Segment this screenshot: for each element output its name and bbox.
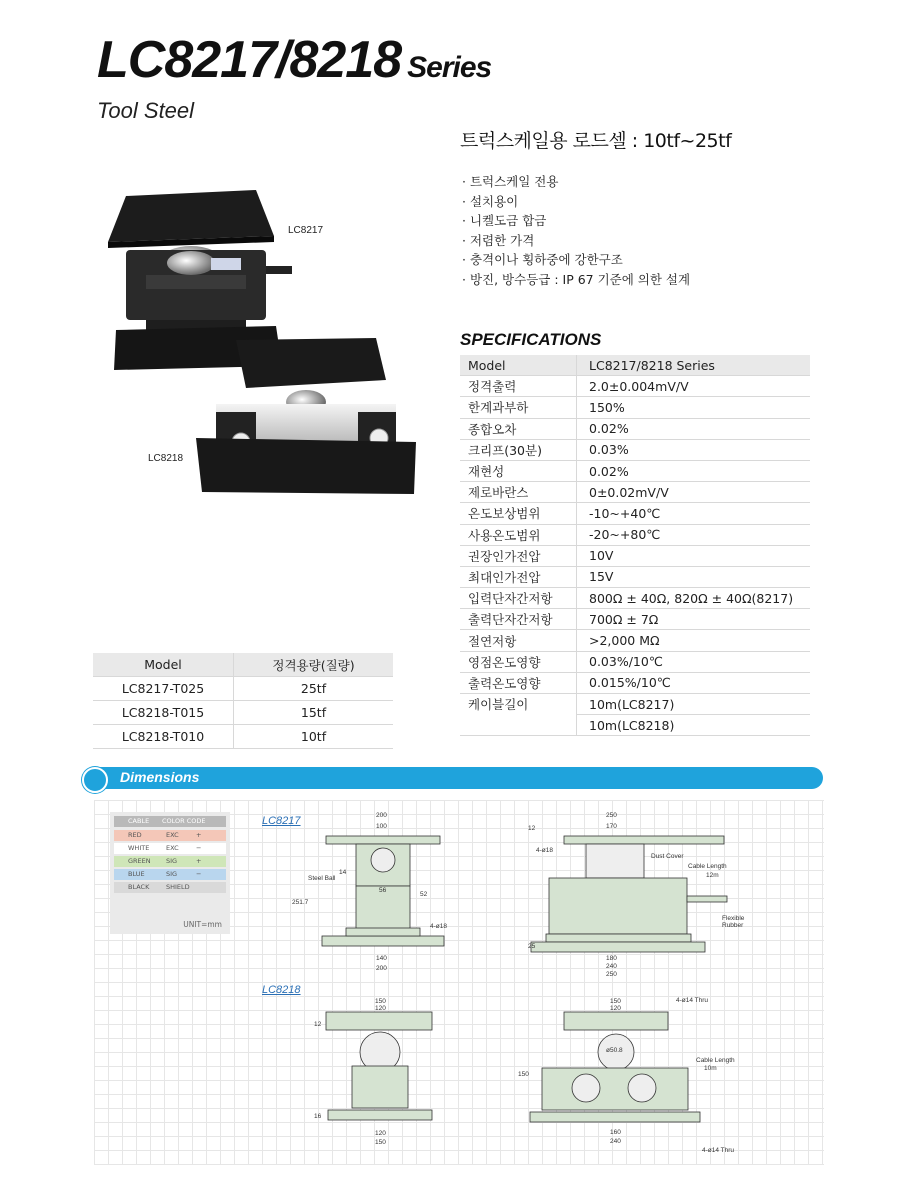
subtitle: Tool Steel: [97, 98, 195, 123]
spec-key: 절연저항: [460, 630, 577, 651]
cc-header-cable: CABLE: [128, 817, 150, 825]
feature-item: · 트럭스케일 전용: [462, 172, 690, 192]
dim-text: 120: [375, 1005, 386, 1012]
table-row: [460, 376, 810, 397]
dim-text: Cable Length: [696, 1057, 735, 1064]
table-row: [460, 418, 810, 439]
dim-text: 200: [376, 965, 387, 972]
dim-text: 200: [376, 812, 387, 819]
photo-label-lc8218: LC8218: [148, 453, 184, 464]
dim-text: Rubber: [722, 922, 744, 929]
spec-key: 출력온도영향: [460, 672, 577, 693]
spec-key: 출력단자간저항: [460, 609, 577, 630]
dim-text: 16: [314, 1113, 322, 1120]
lc8218-side-drawing: [530, 1012, 700, 1122]
dim-text: Steel Ball: [308, 875, 336, 882]
spec-value: 10V: [577, 545, 811, 566]
spec-value: 15V: [577, 566, 811, 587]
spec-key: 권장인가전압: [460, 545, 577, 566]
cc-color: GREEN: [128, 857, 151, 865]
table-row: [460, 355, 810, 376]
dim-text: 14: [339, 869, 347, 876]
table-row: [93, 653, 393, 677]
cc-color: RED: [128, 831, 142, 839]
cc-header-code: COLOR CODE: [162, 817, 206, 825]
model-cell: LC8217-T025: [93, 677, 234, 701]
spec-key: 케이블길이: [460, 694, 577, 715]
feature-item: · 저렴한 가격: [462, 231, 690, 251]
dimension-drawings: [94, 800, 824, 1165]
spec-key: [460, 715, 577, 736]
page-title: [97, 30, 491, 90]
model-cell: LC8218-T010: [93, 725, 234, 749]
dim-text: 12m: [706, 872, 719, 879]
cc-sign: +: [196, 857, 202, 865]
dim-text: 150: [375, 1139, 386, 1146]
dim-text: 4-ø18: [430, 923, 447, 930]
table-row: [460, 651, 810, 672]
spec-key: 제로바란스: [460, 482, 577, 503]
dim-text: Dust Cover: [651, 853, 684, 860]
spec-key: 한계과부하: [460, 397, 577, 418]
dim-text: 150: [610, 998, 621, 1005]
spec-value: 0.03%: [577, 439, 811, 460]
photo-label-lc8217: LC8217: [288, 225, 324, 236]
table-row: [460, 694, 810, 715]
table-row: [460, 672, 810, 693]
spec-value: 800Ω ± 40Ω, 820Ω ± 40Ω(8217): [577, 588, 811, 609]
dim-text: 4-ø14 Thru: [676, 997, 709, 1004]
table-row: [460, 524, 810, 545]
cc-code: SIG: [166, 870, 178, 878]
spec-value: 10m(LC8218): [577, 715, 811, 736]
spec-value: >2,000 MΩ: [577, 630, 811, 651]
table-row: [460, 439, 810, 460]
spec-value: 0±0.02mV/V: [577, 482, 811, 503]
capacity-cell: 10tf: [234, 725, 394, 749]
headline: 트럭스케일용 로드셀 : 10tf~25tf: [460, 130, 732, 152]
dim-text: 12: [314, 1021, 322, 1028]
lc8217-drawing-label: LC8217: [262, 815, 301, 827]
dim-text: 240: [606, 963, 617, 970]
table-row: [460, 609, 810, 630]
spec-value: 0.015%/10℃: [577, 672, 811, 693]
cc-sign: −: [196, 844, 202, 852]
table-row: [460, 503, 810, 524]
dim-text: 10m: [704, 1065, 717, 1072]
dim-text: 250: [606, 812, 617, 819]
dim-text: 160: [610, 1129, 621, 1136]
product-photo: [96, 180, 436, 520]
cc-code: SIG: [166, 857, 178, 865]
dim-text: 4-ø14 Thru: [702, 1147, 735, 1154]
spec-value: 0.02%: [577, 418, 811, 439]
lc8217-side-drawing: [531, 836, 727, 952]
spec-key: 영점온도영향: [460, 651, 577, 672]
dimensions-title: Dimensions: [120, 769, 200, 785]
feature-item: · 니켈도금 합금: [462, 211, 690, 231]
cc-color: WHITE: [128, 844, 150, 852]
specifications-title: SPECIFICATIONS: [460, 330, 602, 349]
dim-text: 251.7: [292, 899, 309, 906]
table-row: [93, 701, 393, 725]
dim-text: 150: [518, 1071, 529, 1078]
spec-value: 0.03%/10℃: [577, 651, 811, 672]
cc-color: BLUE: [128, 870, 145, 878]
dim-text: 170: [606, 823, 617, 830]
model-cell: LC8218-T015: [93, 701, 234, 725]
table-row: [460, 482, 810, 503]
spec-value: 0.02%: [577, 460, 811, 481]
table-row: [460, 566, 810, 587]
capacity-header: 정격용량(질량): [234, 653, 394, 677]
dim-text: 100: [376, 823, 387, 830]
dim-text: 25: [528, 943, 536, 950]
spec-key: 최대인가전압: [460, 566, 577, 587]
table-row: [460, 545, 810, 566]
spec-value: -10~+40℃: [577, 503, 811, 524]
feature-item: · 방진, 방수등급 : IP 67 기준에 의한 설계: [462, 270, 690, 290]
dim-text: 250: [606, 971, 617, 978]
dim-text: 240: [610, 1138, 621, 1145]
table-row: [460, 588, 810, 609]
spec-value: -20~+80℃: [577, 524, 811, 545]
table-row: [93, 677, 393, 701]
spec-value: 2.0±0.004mV/V: [577, 376, 811, 397]
dim-text: 140: [376, 955, 387, 962]
dim-text: 52: [420, 891, 428, 898]
dim-text: 150: [375, 998, 386, 1005]
feature-item: · 설치용이: [462, 192, 690, 212]
cc-color: BLACK: [128, 883, 150, 891]
table-row: [93, 725, 393, 749]
lc8218-front-drawing: [326, 1012, 432, 1120]
table-row: [460, 397, 810, 418]
cc-sign: +: [196, 831, 202, 839]
spec-value: 10m(LC8217): [577, 694, 811, 715]
cc-code: SHIELD: [166, 883, 190, 891]
title-main: LC8217/8218: [97, 31, 402, 89]
spec-value: LC8217/8218 Series: [577, 355, 811, 376]
spec-key: 입력단자간저항: [460, 588, 577, 609]
specifications-table: [460, 355, 810, 736]
spec-key: Model: [460, 355, 577, 376]
capacity-cell: 15tf: [234, 701, 394, 725]
dimensions-bullet-icon: [82, 767, 108, 793]
spec-key: 크리프(30분): [460, 439, 577, 460]
dim-text: 180: [606, 955, 617, 962]
spec-value: 150%: [577, 397, 811, 418]
lc8218-drawing-label: LC8218: [262, 984, 301, 996]
dim-text: 12: [528, 825, 536, 832]
dim-text: 120: [610, 1005, 621, 1012]
table-row: [460, 630, 810, 651]
spec-key: 온도보상범위: [460, 503, 577, 524]
spec-key: 재현성: [460, 460, 577, 481]
spec-key: 정격출력: [460, 376, 577, 397]
dim-text: Flexible: [722, 915, 745, 922]
title-series: Series: [407, 51, 492, 84]
spec-key: 사용온도범위: [460, 524, 577, 545]
model-table: [93, 653, 393, 749]
capacity-cell: 25tf: [234, 677, 394, 701]
cc-sign: −: [196, 870, 202, 878]
unit-label: UNIT=mm: [183, 920, 222, 929]
feature-list: [462, 172, 690, 289]
cc-code: EXC: [166, 831, 179, 839]
model-header: Model: [93, 653, 234, 677]
dim-text: Cable Length: [688, 863, 727, 870]
feature-item: · 충격이나 횡하중에 강한구조: [462, 250, 690, 270]
cc-code: EXC: [166, 844, 179, 852]
dim-text: 4-ø18: [536, 847, 553, 854]
dim-text: 56: [379, 887, 387, 894]
spec-value: 700Ω ± 7Ω: [577, 609, 811, 630]
dim-text: ø50.8: [606, 1047, 623, 1054]
table-row: [460, 715, 810, 736]
table-row: [460, 460, 810, 481]
spec-key: 종합오차: [460, 418, 577, 439]
dim-text: 120: [375, 1130, 386, 1137]
